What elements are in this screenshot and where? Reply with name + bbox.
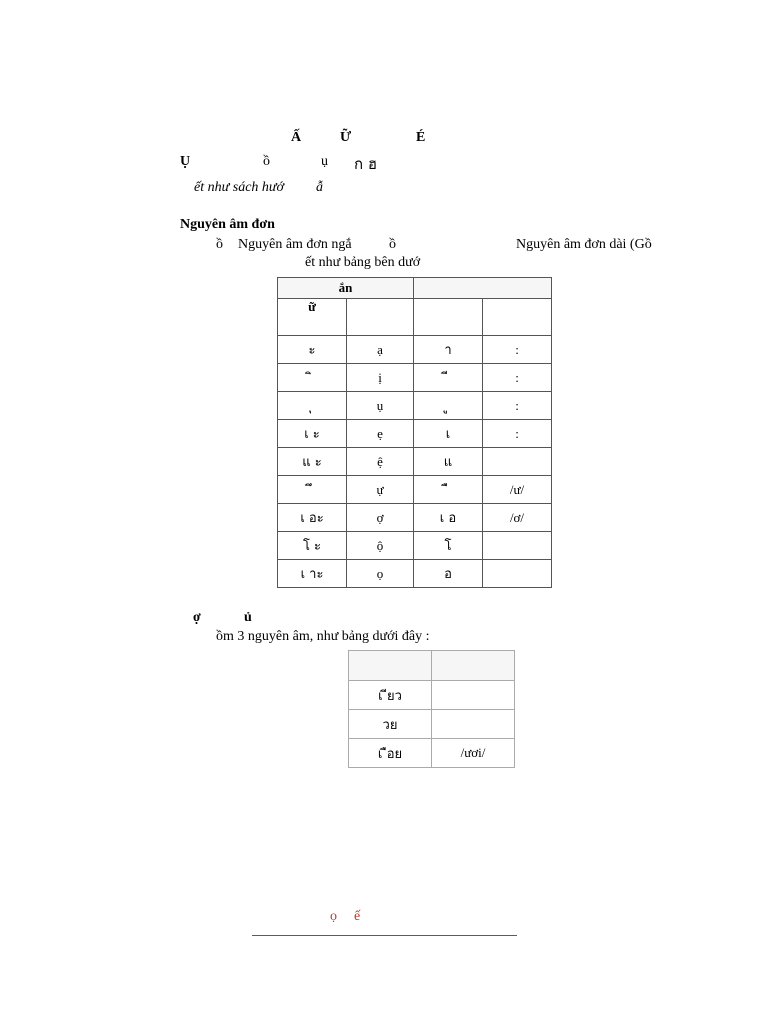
table-subheader-ipa: [483, 299, 552, 336]
vowel-table: [277, 277, 552, 588]
table-row: [278, 504, 552, 532]
thai-short-cell: เ ะ: [278, 420, 347, 448]
triph-thai-cell: เ ือย: [349, 739, 432, 768]
thai-short-cell: แ ะ: [278, 448, 347, 476]
thai-long-cell: อ: [414, 560, 483, 588]
section2-line: ồm 3 nguyên âm, như bảng dưới đây :: [216, 629, 430, 644]
thai-long-cell: โ: [414, 532, 483, 560]
viet-cell: ệ: [347, 448, 414, 476]
title-fragment-2: Ữ: [340, 130, 352, 145]
triph-thai-cell: วย: [349, 710, 432, 739]
line2-fragment-2: ồ: [263, 154, 270, 169]
table-row: [278, 448, 552, 476]
table-row: [278, 392, 552, 420]
table-row: [349, 681, 515, 710]
ipa-cell: :: [483, 336, 552, 364]
ipa-cell: /ơ/: [483, 504, 552, 532]
footer-fragment-1: ọ: [330, 909, 337, 924]
thai-long-cell: [414, 364, 483, 392]
table-header-short: ắn: [278, 278, 414, 299]
thai-short-cell: [278, 476, 347, 504]
viet-cell: ự: [347, 476, 414, 504]
triphthong-table: [348, 650, 515, 768]
table-subheader-viet: [347, 299, 414, 336]
thai-long-cell: [414, 476, 483, 504]
italic-fragment-2: ẫ: [316, 180, 323, 195]
ipa-cell: [483, 532, 552, 560]
thai-long-cell: า: [414, 336, 483, 364]
footer-link-underline[interactable]: [252, 935, 517, 936]
thai-short-cell: [278, 364, 347, 392]
thai-long-cell: เ: [414, 420, 483, 448]
section1-heading: Nguyên âm đơn: [180, 217, 275, 232]
ipa-cell: :: [483, 392, 552, 420]
table-row: [349, 739, 515, 768]
ipa-cell: [483, 448, 552, 476]
ipa-cell: :: [483, 364, 552, 392]
title-fragment-3: É: [416, 130, 426, 145]
thai-short-cell: โ ะ: [278, 532, 347, 560]
section1-line1-frag2: Nguyên âm đơn ngắ: [238, 237, 352, 252]
viet-cell: ộ: [347, 532, 414, 560]
ipa-cell: /ư/: [483, 476, 552, 504]
section1-line1-frag3: ồ: [389, 237, 396, 252]
thai-long-cell: [414, 392, 483, 420]
triph-thai-cell: เ ียว: [349, 681, 432, 710]
table-row: [278, 560, 552, 588]
table-row: [278, 420, 552, 448]
ipa-cell: :: [483, 420, 552, 448]
triph-ipa-cell: /ươi/: [432, 739, 515, 768]
table-row: [278, 364, 552, 392]
ipa-cell: [483, 560, 552, 588]
viet-cell: ợ: [347, 504, 414, 532]
section1-line1-frag4: Nguyên âm đơn dài (Gồ: [516, 237, 652, 252]
viet-cell: ọ: [347, 560, 414, 588]
viet-cell: ẹ: [347, 420, 414, 448]
thai-short-cell: [278, 392, 347, 420]
line2-fragment-1: Ụ: [180, 154, 191, 169]
table-row: [278, 476, 552, 504]
thai-long-cell: เ อ: [414, 504, 483, 532]
triph-ipa-cell: [432, 681, 515, 710]
line2-thai: ก ฮ: [354, 155, 378, 173]
line2-fragment-3: ụ: [321, 154, 328, 169]
thai-short-cell: เ อะ: [278, 504, 347, 532]
viet-cell: ụ: [347, 392, 414, 420]
triph-header-ipa: [432, 651, 515, 681]
title-fragment-1: Ấ: [291, 130, 302, 145]
viet-cell: ạ: [347, 336, 414, 364]
table-row: [278, 532, 552, 560]
section1-line2: ết như bảng bên dướ: [305, 255, 421, 270]
table-row: [349, 710, 515, 739]
section2-heading-frag2: ủ: [244, 610, 252, 625]
thai-short-cell: ะ: [278, 336, 347, 364]
table-header-long: [414, 278, 552, 299]
triph-ipa-cell: [432, 710, 515, 739]
triph-header-thai: [349, 651, 432, 681]
thai-long-cell: แ: [414, 448, 483, 476]
thai-short-cell: เ าะ: [278, 560, 347, 588]
section2-heading-frag1: ợ: [193, 610, 201, 625]
table-subheader-thai-long: [414, 299, 483, 336]
footer-fragment-2[interactable]: ế: [354, 909, 361, 924]
section1-line1-frag1: ồ: [216, 237, 223, 252]
viet-cell: ị: [347, 364, 414, 392]
table-row: [278, 336, 552, 364]
table-subheader-thai: ữ: [278, 299, 347, 336]
italic-fragment-1: ết như sách hướ: [194, 180, 285, 195]
